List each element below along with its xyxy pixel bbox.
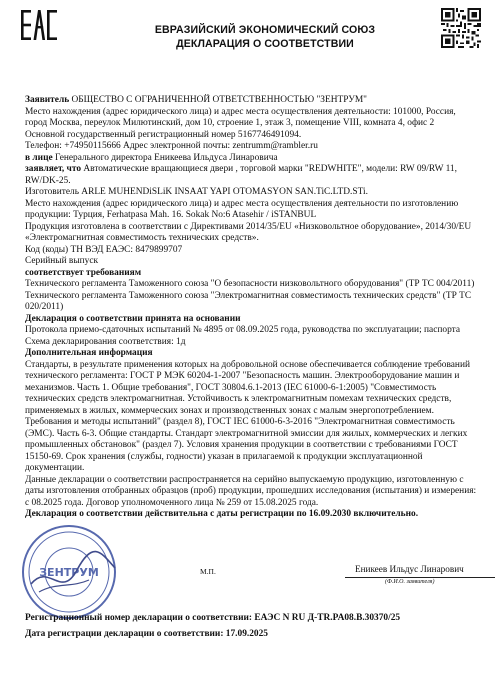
scheme-line: Схема декларирования соответствия: 1д (25, 336, 186, 347)
registration-number: Регистрационный номер декларации о соответствии: ЕАЭС N RU Д-TR.PA08.B.30370/25 (25, 613, 401, 623)
representative-paragraph (25, 153, 477, 165)
manufacturer-line: Изготовитель ARLE MUHENDiSLiK INSAAT YAPI OTOMASYON SAN.TiC.LTD.STi. (25, 187, 368, 197)
round-stamp-icon (19, 522, 119, 622)
additional-info-text-2: Данные декларации о соответствии распространяется на серийно выпускаемую продукцию, изготовленную с даты изготовления отобранных образцов (проб) продукции, прошедших исследования (испытания) и измерения: с 08.2025 года. Договор уполномоченного лица № 259 от 15.08.2025 года. (25, 474, 477, 508)
declaration-body (25, 95, 477, 521)
manufacturer-address: Место нахождения (адрес юридического лица) и адрес места осуществления деятельности по изготовлению продукции: Турция, Ferhatpasa Mah. 16. Sokak No:6 Atasehir / iSTANBUL (25, 198, 459, 220)
product-description: Автоматические вращающиеся двери , торговой марки "REDWHITE", модели: RW 09/RW 11, RW/DK-25. (25, 164, 457, 186)
product-paragraph (25, 164, 477, 187)
mp-label: М.П. (200, 567, 216, 576)
requirement-2: Технического регламента Таможенного союза "Электромагнитная совместимость технических средств" (ТР ТС 020/2011) (25, 290, 472, 312)
directives-line: Продукция изготовлена в соответствии с Директивами 2014/35/EU «Низковольтное оборудование», 2014/30/EU «Электромагнитная совместимость технических средств». (25, 221, 472, 243)
contact-line: Телефон: +74950115666 Адрес электронной почты: zentrumm@rambler.ru (25, 141, 318, 151)
document-header (0, 0, 500, 62)
stamp-text: ЗЕНТРУМ (39, 566, 99, 579)
declares-label: заявляет, что (25, 164, 82, 174)
document-title: ДЕКЛАРАЦИЯ О СООТВЕТСТВИИ (176, 38, 354, 50)
requirement-1: Технического регламента Таможенного союза "О безопасности низковольтного оборудования" (ТР ТС 004/2011) (25, 279, 475, 289)
registration-date: Дата регистрации декларации о соответствии: 17.09.2025 (25, 629, 268, 639)
basis-label: Декларация о соответствии принята на основании (25, 313, 241, 324)
applicant-paragraph (25, 95, 477, 107)
applicant-address: Место нахождения (адрес юридического лица) и адрес места осуществления деятельности: 101000, Россия, город Москва, переулок Милютинский, дом 10, строение 1, этаж 3, помещение VIII, комната 4, офис 2 (25, 106, 456, 128)
additional-info-label: Дополнительная информация (25, 348, 153, 358)
applicant-name: ОБЩЕСТВО С ОГРАНИЧЕННОЙ ОТВЕТСТВЕННОСТЬЮ "ЗЕНТРУМ" (69, 95, 367, 105)
serial-line: Серийный выпуск (25, 256, 99, 266)
conforms-label: соответствует требованиям (25, 267, 142, 278)
signatory-name: Еникеев Ильдус Линарович (355, 564, 464, 574)
signature-line (345, 577, 495, 578)
ogrn-line: Основной государственный регистрационный номер 5167746491094. (25, 129, 302, 140)
signatory-caption: (Ф.И.О. заявителя) (385, 579, 435, 585)
basis-text: Протокола приемо-сдаточных испытаний № 4895 от 08.09.2025 года, руководства по эксплуатации; паспорта (25, 325, 461, 335)
in-person-label: в лице (25, 152, 53, 163)
applicant-label: Заявитель (25, 95, 70, 105)
representative-name: Генерального директора Еникеева Ильдуса Линаровича (52, 152, 278, 163)
validity-line: Декларация о соответствии действительна с даты регистрации по 16.09.2030 включительно. (25, 509, 419, 519)
union-name: ЕВРАЗИЙСКИЙ ЭКОНОМИЧЕСКИЙ СОЮЗ (154, 24, 376, 36)
signature-block (25, 557, 477, 587)
eac-logo-icon (21, 10, 57, 40)
additional-info-text: Стандарты, в результате применения которых на добровольной основе обеспечивается соблюдение требований технического регламента: ГОСТ Р МЭК 60204-1-2007 "Безопасность машин. Электрооборудование машин и механизмов. Часть 1. Общие требования", ГОСТ 30804.6.1-2013 (IEC 61000-6-1:2005) "Совместимость технических средств электромагнитная. Устойчивость к электромагнитным помехам технических средств, применяемых в жилых, коммерческих зонах и производственных зонах с малым энергопотреблением. Требования и методы испытаний" (раздел 8), ГОСТ IEC 61000-6-3-2016 "Электромагнитная совместимость (ЭМС). Часть 6-3. Общие стандарты. Стандарт электромагнитной эмиссии для жилых, коммерческих и легких промышленных обстановок" (раздел 7). Условия хранения продукции в соответствии с требованиями ГОСТ 15150-69. Срок хранения (службы, годности) указан в прилагаемой к продукции эксплуатационной документации. (25, 359, 470, 473)
hs-code-line: Код (коды) ТН ВЭД ЕАЭС: 8479899707 (25, 244, 183, 255)
qr-code-icon (441, 8, 481, 48)
